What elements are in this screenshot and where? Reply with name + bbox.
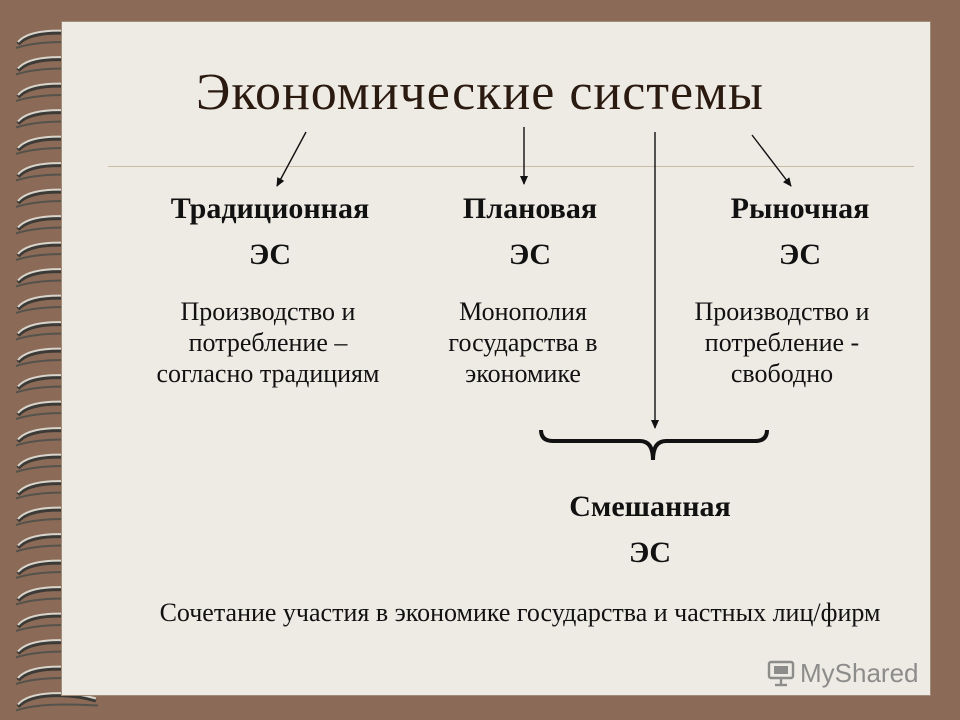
system-mixed-description: Сочетание участия в экономике государства и частных лиц/фирм [159,598,881,627]
system-traditional-abbr: ЭС [248,238,291,271]
system-planned-description: Монополия государства в экономике [448,297,598,388]
system-planned-name: Плановая [462,192,598,225]
system-market-description: Производство и потребление - свободно [694,297,870,388]
system-market [660,186,940,278]
divider-line [108,166,914,167]
watermark-text: MyShared [800,657,919,688]
presentation-icon [766,658,796,688]
system-planned [400,186,660,278]
system-planned-abbr: ЭС [508,238,551,271]
slide-title: Экономические системы [196,64,764,121]
system-mixed [500,484,800,576]
system-mixed-name: Смешанная [569,490,731,523]
system-traditional-name: Традиционная [170,192,370,225]
system-traditional [120,186,420,278]
system-market-abbr: ЭС [778,238,821,271]
system-market-name: Рыночная [730,192,870,225]
watermark [766,655,926,691]
system-mixed-abbr: ЭС [628,536,671,569]
system-traditional-description: Производство и потребление – согласно традициям [156,297,380,388]
spiral-ring [16,693,98,710]
